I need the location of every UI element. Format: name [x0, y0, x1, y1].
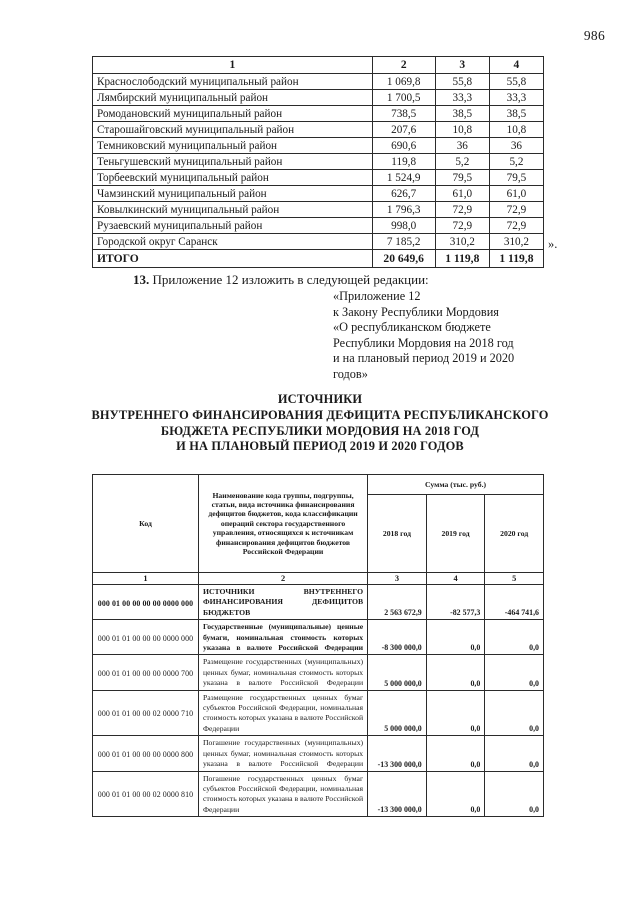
title-line-1: ИСТОЧНИКИ: [277, 392, 363, 406]
value-col4: 72,9: [489, 218, 543, 234]
table-row: [93, 154, 544, 170]
table-row: [93, 170, 544, 186]
table-row: [93, 690, 544, 736]
table-row: [93, 771, 544, 817]
header-name: Наименование кода группы, подгруппы, статьи, вида источника финансирования дефицитов бюджетов, кода классификации операций сектора государственного управления, относящихся к источникам финансирования дефицитов бюджетов Российской Федерации: [198, 475, 367, 573]
value-col3: 5,2: [435, 154, 489, 170]
paragraph-13-text: Приложение 12 изложить в следующей редакции:: [152, 272, 429, 287]
table-row: [93, 585, 544, 620]
table-row: [93, 620, 544, 655]
row-name: Размещение государственных (муниципальных) ценных бумаг, номинальная стоимость которых указана в валюте Российской Федерации: [198, 655, 367, 690]
row-value-2020: 0,0: [485, 690, 544, 736]
municipality-name: Торбеевский муниципальный район: [93, 170, 373, 186]
table-row: [93, 218, 544, 234]
value-col3: 36: [435, 138, 489, 154]
value-col2: 1 700,5: [372, 90, 435, 106]
value-col3: 79,5: [435, 170, 489, 186]
total-label: ИТОГО: [93, 250, 373, 268]
row-code: 000 01 01 00 00 00 0000 700: [93, 655, 199, 690]
row-name: Государственные (муниципальные) ценные бумаги, номинальная стоимость которых указана в валюте Российской Федерации: [198, 620, 367, 655]
title-line-3: БЮДЖЕТА РЕСПУБЛИКИ МОРДОВИЯ НА 2018 ГОД: [160, 423, 480, 438]
row-value-2019: 0,0: [426, 655, 485, 690]
value-col4: 38,5: [489, 106, 543, 122]
value-col4: 72,9: [489, 202, 543, 218]
municipality-name: Краснослободский муниципальный район: [93, 74, 373, 90]
row-value-2018: -8 300 000,0: [368, 620, 427, 655]
value-col3: 310,2: [435, 234, 489, 250]
value-col2: 998,0: [372, 218, 435, 234]
value-col4: 33,3: [489, 90, 543, 106]
municipality-name: Ковылкинский муниципальный район: [93, 202, 373, 218]
table-row: [93, 655, 544, 690]
value-col4: 79,5: [489, 170, 543, 186]
row-name: Размещение государственных ценных бумаг субъектов Российской Федерации, номинальная стоимость которых указана в валюте Российской Федерации: [198, 690, 367, 736]
value-col2: 1 524,9: [372, 170, 435, 186]
row-value-2020: 0,0: [485, 655, 544, 690]
row-value-2018: -13 300 000,0: [368, 771, 427, 817]
value-col4: 10,8: [489, 122, 543, 138]
value-col3: 72,9: [435, 218, 489, 234]
value-col3: 10,8: [435, 122, 489, 138]
row-code: 000 01 01 00 00 00 0000 800: [93, 736, 199, 771]
value-col2: 119,8: [372, 154, 435, 170]
row-value-2019: 0,0: [426, 736, 485, 771]
column-number-2: 2: [198, 573, 367, 585]
row-value-2018: 5 000 000,0: [368, 655, 427, 690]
value-col4: 61,0: [489, 186, 543, 202]
row-value-2018: -13 300 000,0: [368, 736, 427, 771]
municipality-name: Лямбирский муниципальный район: [93, 90, 373, 106]
title-line-4: И НА ПЛАНОВЫЙ ПЕРИОД 2019 И 2020 ГОДОВ: [176, 439, 464, 454]
municipality-name: Старошайговский муниципальный район: [93, 122, 373, 138]
table-row: [93, 74, 544, 90]
column-number-1: 1: [93, 573, 199, 585]
row-value-2019: 0,0: [426, 690, 485, 736]
row-name: ИСТОЧНИКИ ВНУТРЕННЕГО ФИНАНСИРОВАНИЯ ДЕФИЦИТОВ БЮДЖЕТОВ: [198, 585, 367, 620]
row-value-2018: 2 563 672,9: [368, 585, 427, 620]
row-code: 000 01 01 00 00 00 0000 000: [93, 620, 199, 655]
row-value-2020: 0,0: [485, 620, 544, 655]
appendix-reference-block: [333, 289, 514, 383]
column-number-5: 5: [485, 573, 544, 585]
table-row: [93, 90, 544, 106]
page-title: [0, 392, 640, 455]
title-line-2: ВНУТРЕННЕГО ФИНАНСИРОВАНИЯ ДЕФИЦИТА РЕСПУБЛИКАНСКОГО: [91, 407, 549, 422]
financing-sources-table: [92, 474, 544, 817]
value-col2: 690,6: [372, 138, 435, 154]
table-row: [93, 202, 544, 218]
header-year-2019: 2019 год: [426, 495, 485, 573]
page-number: 986: [583, 28, 605, 43]
value-col2: 1 069,8: [372, 74, 435, 90]
value-col4: 5,2: [489, 154, 543, 170]
municipal-allocations-table-wrapper: [92, 56, 544, 268]
column-number-4: 4: [489, 57, 543, 74]
row-name: Погашение государственных (муниципальных) ценных бумаг, номинальная стоимость которых указана в валюте Российской Федерации: [198, 736, 367, 771]
table-row: [93, 234, 544, 250]
column-number-1: 1: [93, 57, 373, 74]
appendix-ref-line-5: и на плановый период 2019 и 2020: [333, 351, 515, 366]
value-col3: 33,3: [435, 90, 489, 106]
value-col3: 72,9: [435, 202, 489, 218]
row-value-2019: 0,0: [426, 771, 485, 817]
value-col2: 207,6: [372, 122, 435, 138]
total-col3: 1 119,8: [435, 250, 489, 268]
value-col3: 38,5: [435, 106, 489, 122]
value-col2: 626,7: [372, 186, 435, 202]
row-value-2019: 0,0: [426, 620, 485, 655]
table-header-row-top: [93, 475, 544, 495]
table-row: [93, 138, 544, 154]
value-col4: 55,8: [489, 74, 543, 90]
header-code: Код: [93, 475, 199, 573]
value-col2: 738,5: [372, 106, 435, 122]
total-col2: 20 649,6: [372, 250, 435, 268]
municipality-name: Чамзинский муниципальный район: [93, 186, 373, 202]
municipality-name: Рузаевский муниципальный район: [93, 218, 373, 234]
column-number-4: 4: [426, 573, 485, 585]
municipality-name: Темниковский муниципальный район: [93, 138, 373, 154]
table-row: [93, 736, 544, 771]
row-value-2019: -82 577,3: [426, 585, 485, 620]
financing-sources-table-wrapper: [92, 474, 544, 817]
table-total-row: [93, 250, 544, 268]
row-value-2020: 0,0: [485, 736, 544, 771]
table-header-row: [93, 57, 544, 74]
appendix-ref-line-6: годов»: [333, 366, 368, 381]
municipality-name: Ромодановский муниципальный район: [93, 106, 373, 122]
row-value-2020: 0,0: [485, 771, 544, 817]
total-col4: 1 119,8: [489, 250, 543, 268]
municipality-name: Теньгушевский муниципальный район: [93, 154, 373, 170]
table-row: [93, 106, 544, 122]
paragraph-13-number: 13.: [133, 272, 150, 287]
row-value-2020: -464 741,6: [485, 585, 544, 620]
table-row: [93, 186, 544, 202]
header-year-2018: 2018 год: [368, 495, 427, 573]
table-row: [93, 122, 544, 138]
value-col2: 7 185,2: [372, 234, 435, 250]
value-col4: 310,2: [489, 234, 543, 250]
header-sum: Сумма (тыс. руб.): [368, 475, 544, 495]
column-number-2: 2: [372, 57, 435, 74]
appendix-ref-line-1: «Приложение 12: [333, 289, 421, 303]
value-col3: 61,0: [435, 186, 489, 202]
table-column-number-row: [93, 573, 544, 585]
appendix-ref-line-2: к Закону Республики Мордовия: [333, 304, 499, 319]
header-year-2020: 2020 год: [485, 495, 544, 573]
value-col2: 1 796,3: [372, 202, 435, 218]
row-code: 000 01 01 00 00 02 0000 710: [93, 690, 199, 736]
appendix-ref-line-4: Республики Мордовия на 2018 год: [333, 335, 514, 350]
municipal-allocations-table: [92, 56, 544, 268]
column-number-3: 3: [368, 573, 427, 585]
paragraph-13: [133, 271, 429, 288]
closing-quotation-mark: ».: [548, 237, 558, 251]
row-value-2018: 5 000 000,0: [368, 690, 427, 736]
appendix-ref-line-3: «О республиканском бюджете: [333, 320, 491, 335]
column-number-3: 3: [435, 57, 489, 74]
municipality-name: Городской округ Саранск: [93, 234, 373, 250]
value-col3: 55,8: [435, 74, 489, 90]
row-code: 000 01 01 00 00 02 0000 810: [93, 771, 199, 817]
row-code: 000 01 00 00 00 00 0000 000: [93, 585, 199, 620]
value-col4: 36: [489, 138, 543, 154]
row-name: Погашение государственных ценных бумаг субъектов Российской Федерации, номинальная стоимость которых указана в валюте Российской Федерации: [198, 771, 367, 817]
